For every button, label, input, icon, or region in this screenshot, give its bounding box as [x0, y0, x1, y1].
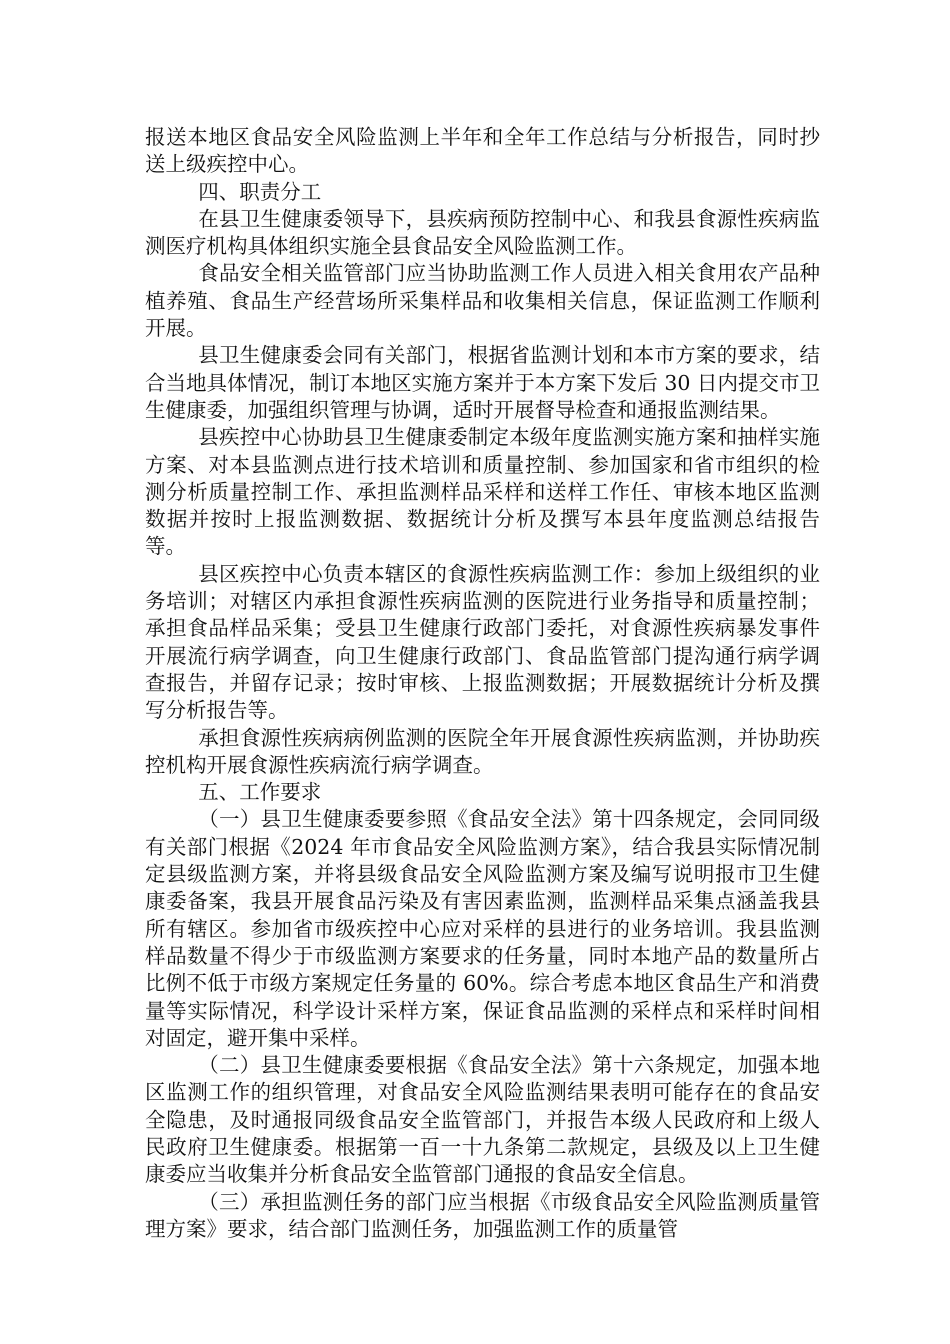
paragraph-leadership: 在县卫生健康委领导下，县疾病预防控制中心、和我县食源性疾病监测医疗机构具体组织实施全县食品安全风险监测工作。 — [145, 206, 820, 259]
document-body — [145, 124, 820, 1243]
paragraph-cdc-assist: 县疾控中心协助县卫生健康委制定本级年度监测实施方案和抽样实施方案、对本县监测点进行技术培训和质量控制、参加国家和省市组织的检测分析质量控制工作、承担监测样品采样和送样工作任、审核本地区监测数据并按时上报监测数据、数据统计分析及撰写本县年度监测总结报告等。 — [145, 425, 820, 559]
paragraph-requirement-3: （三）承担监测任务的部门应当根据《市级食品安全风险监测质量管理方案》要求，结合部门监测任务，加强监测工作的质量管 — [145, 1189, 820, 1241]
section-heading-requirements: 五、工作要求 — [198, 780, 322, 805]
paragraph-hospital-monitoring: 承担食源性疾病病例监测的医院全年开展食源性疾病监测，并协助疾控机构开展食源性疾病流行病学调查。 — [145, 725, 820, 777]
paragraph-requirement-1: （一）县卫生健康委要参照《食品安全法》第十四条规定，会同同级有关部门根据《2024 年市食品安全风险监测方案》，结合我县实际情况制定县级监测方案，并将县级食品安全风险监测方案及编写说明报市卫生健康委备案，我县开展食品污染及有害因素监测，监测样品采集点涵盖我县所有辖区。参加省市级疾控中心应对采样的县进行的业务培训。我县监测样品数量不得少于市级监测方案要求的任务量，同时本地产品的数量所占比例不低于市级方案规定任务量的 60%。综合考虑本地区食品生产和消费量等实际情况，科学设计采样方案，保证食品监测的采样点和采样时间相对固定，避开集中采样。 — [145, 807, 820, 1050]
paragraph-district-cdc: 县区疾控中心负责本辖区的食源性疾病监测工作：参加上级组织的业务培训；对辖区内承担食源性疾病监测的医院进行业务指导和质量控制；承担食品样品采集；受县卫生健康行政部门委托，对食源性疾病暴发事件开展流行病学调查，向卫生健康行政部门、食品监管部门提沟通行病学调查报告，并留存记录；按时审核、上报监测数据；开展数据统计分析及撰写分析报告等。 — [145, 561, 820, 723]
paragraph-report-summary: 报送本地区食品安全风险监测上半年和全年工作总结与分析报告，同时抄送上级疾控中心。 — [145, 125, 820, 177]
section-heading-responsibilities: 四、职责分工 — [198, 179, 322, 204]
paragraph-supervision-assist: 食品安全相关监管部门应当协助监测工作人员进入相关食用农产品种植养殖、食品生产经营场所采集样品和收集相关信息，保证监测工作顺利开展。 — [145, 261, 820, 341]
paragraph-requirement-2: （二）县卫生健康委要根据《食品安全法》第十六条规定，加强本地区监测工作的组织管理，对食品安全风险监测结果表明可能存在的食品安全隐患，及时通报同级食品安全监管部门，并报告本级人民政府和上级人民政府卫生健康委。根据第一百一十九条第二款规定，县级及以上卫生健康委应当收集并分析食品安全监管部门通报的食品安全信息。 — [145, 1053, 820, 1187]
paragraph-health-committee: 县卫生健康委会同有关部门，根据省监测计划和本市方案的要求，结合当地具体情况，制订本地区实施方案并于本方案下发后 30 日内提交市卫生健康委，加强组织管理与协调，适时开展督导检查和通报监测结果。 — [145, 343, 820, 422]
